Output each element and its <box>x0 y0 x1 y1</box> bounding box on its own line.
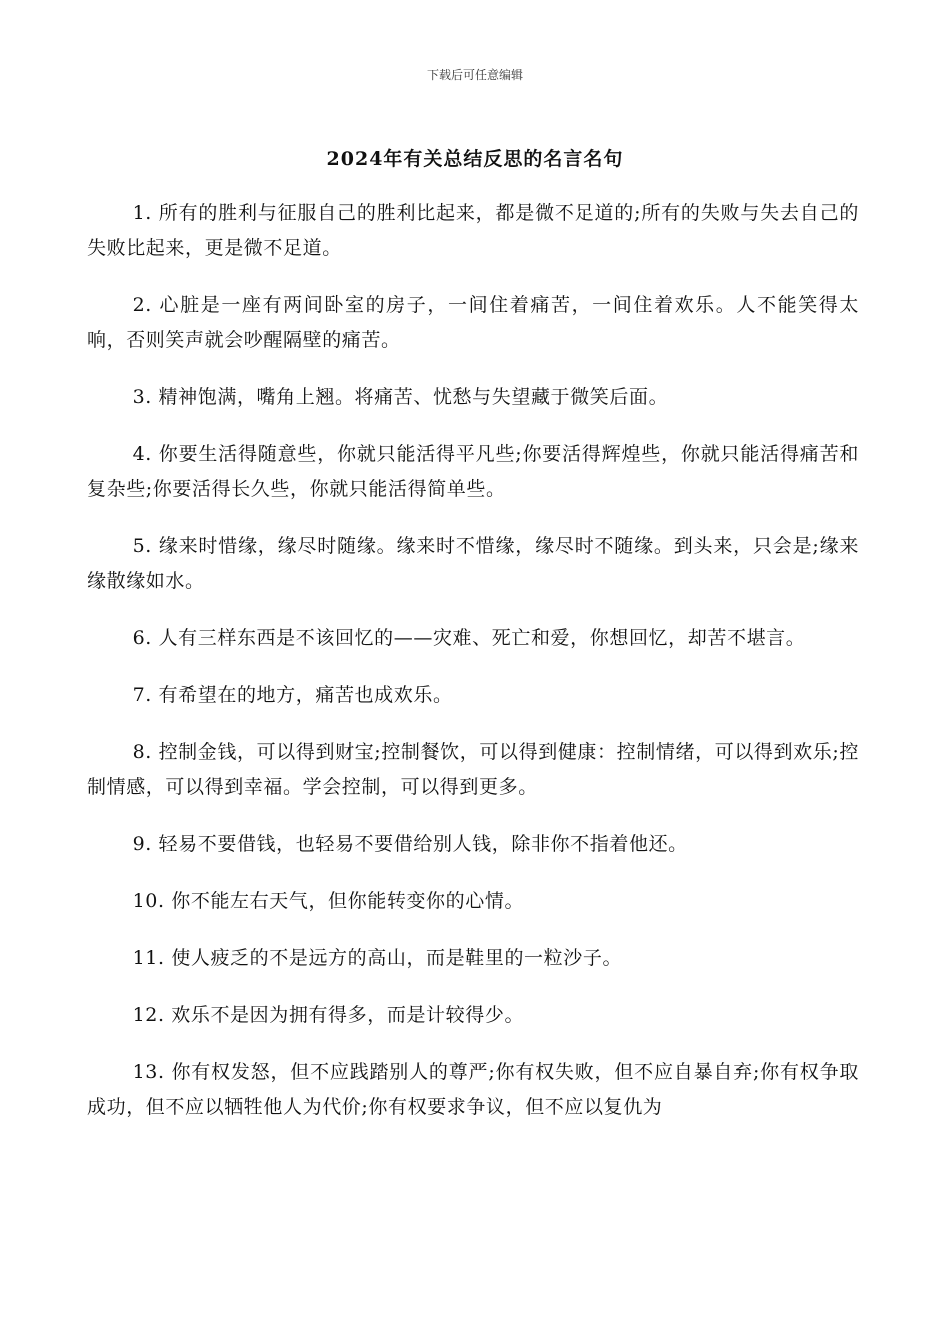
header-note: 下载后可任意编辑 <box>426 68 523 82</box>
quote-paragraph-3: 3. 精神饱满，嘴角上翘。将痛苦、忧愁与失望藏于微笑后面。 <box>132 386 669 408</box>
quote-paragraph-8: 8. 控制金钱，可以得到财宝;控制餐饮，可以得到健康：控制情绪，可以得到欢乐;控制情感，可以得到幸福。学会控制，可以得到更多。 <box>87 741 859 798</box>
quote-paragraph-12: 12. 欢乐不是因为拥有得多，而是计较得少。 <box>132 1004 525 1026</box>
quote-paragraph-10: 10. 你不能左右天气，但你能转变你的心情。 <box>132 890 525 912</box>
quote-paragraph-13: 13. 你有权发怒，但不应践踏别人的尊严;你有权失败，但不应自暴自弃;你有权争取成功，但不应以牺牲他人为代价;你有权要求争议，但不应以复仇为 <box>87 1061 859 1118</box>
quote-paragraph-4: 4. 你要生活得随意些，你就只能活得平凡些;你要活得辉煌些，你就只能活得痛苦和复杂些;你要活得长久些，你就只能活得简单些。 <box>87 443 859 500</box>
quote-paragraph-6: 6. 人有三样东西是不该回忆的——灾难、死亡和爱，你想回忆，却苦不堪言。 <box>132 627 806 649</box>
document-title: 2024年有关总结反思的名言名句 <box>326 148 624 170</box>
quote-paragraph-1: 1. 所有的胜利与征服自己的胜利比起来，都是微不足道的;所有的失败与失去自己的失败比起来，更是微不足道。 <box>87 202 859 259</box>
quote-paragraph-11: 11. 使人疲乏的不是远方的高山，而是鞋里的一粒沙子。 <box>132 947 623 969</box>
quote-paragraph-5: 5. 缘来时惜缘，缘尽时随缘。缘来时不惜缘，缘尽时不随缘。到头来，只会是;缘来缘散缘如水。 <box>87 535 859 592</box>
document-body <box>87 196 859 1147</box>
quote-paragraph-9: 9. 轻易不要借钱，也轻易不要借给别人钱，除非你不指着他还。 <box>132 833 688 855</box>
quote-paragraph-2: 2. 心脏是一座有两间卧室的房子，一间住着痛苦，一间住着欢乐。人不能笑得太响，否则笑声就会吵醒隔壁的痛苦。 <box>87 294 859 351</box>
quote-paragraph-7: 7. 有希望在的地方，痛苦也成欢乐。 <box>132 684 453 706</box>
